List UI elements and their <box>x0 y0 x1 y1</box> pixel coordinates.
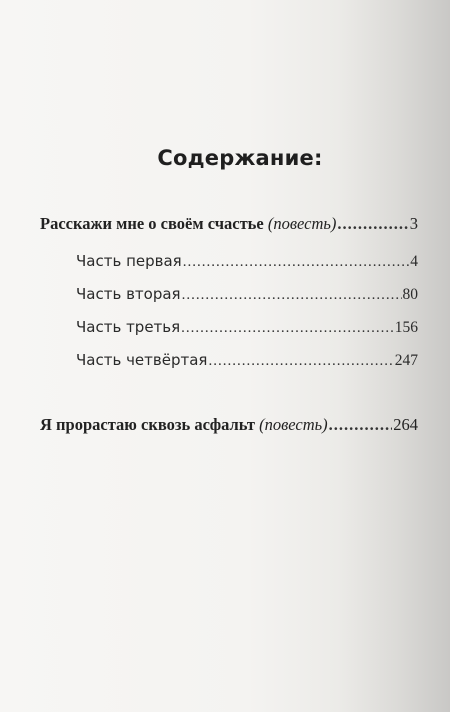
toc-entry-1 <box>40 214 418 234</box>
toc-part-1 <box>76 252 418 271</box>
entry-genre: (повесть) <box>267 214 337 233</box>
dot-leader <box>183 254 410 271</box>
entry-title: Расскажи мне о своём счастье <box>40 214 264 233</box>
toc-entry-label <box>40 214 336 234</box>
dot-leader <box>208 353 393 370</box>
page-number: 3 <box>409 214 418 233</box>
dot-leader <box>329 415 393 435</box>
part-title: Часть первая <box>76 252 182 270</box>
part-title: Часть вторая <box>76 285 181 303</box>
part-title: Часть четвёртая <box>76 351 208 369</box>
part-title: Часть третья <box>76 318 181 336</box>
dot-leader <box>337 214 408 234</box>
toc-part-3 <box>76 318 418 337</box>
dot-leader <box>181 320 394 337</box>
page-number: 264 <box>393 415 418 434</box>
page-title: Содержание: <box>157 146 323 170</box>
toc-part-4 <box>76 351 418 370</box>
page-number: 80 <box>402 286 418 303</box>
page-number: 156 <box>394 319 418 336</box>
entry-title: Я прорастаю сквозь асфальт <box>40 415 255 434</box>
dot-leader <box>182 287 402 304</box>
toc-entry-label <box>40 415 328 435</box>
page-number: 4 <box>410 253 418 270</box>
toc-part-2 <box>76 285 418 304</box>
toc-entry-2 <box>40 415 418 435</box>
page-number: 247 <box>394 352 418 369</box>
entry-genre: (повесть) <box>259 415 328 434</box>
